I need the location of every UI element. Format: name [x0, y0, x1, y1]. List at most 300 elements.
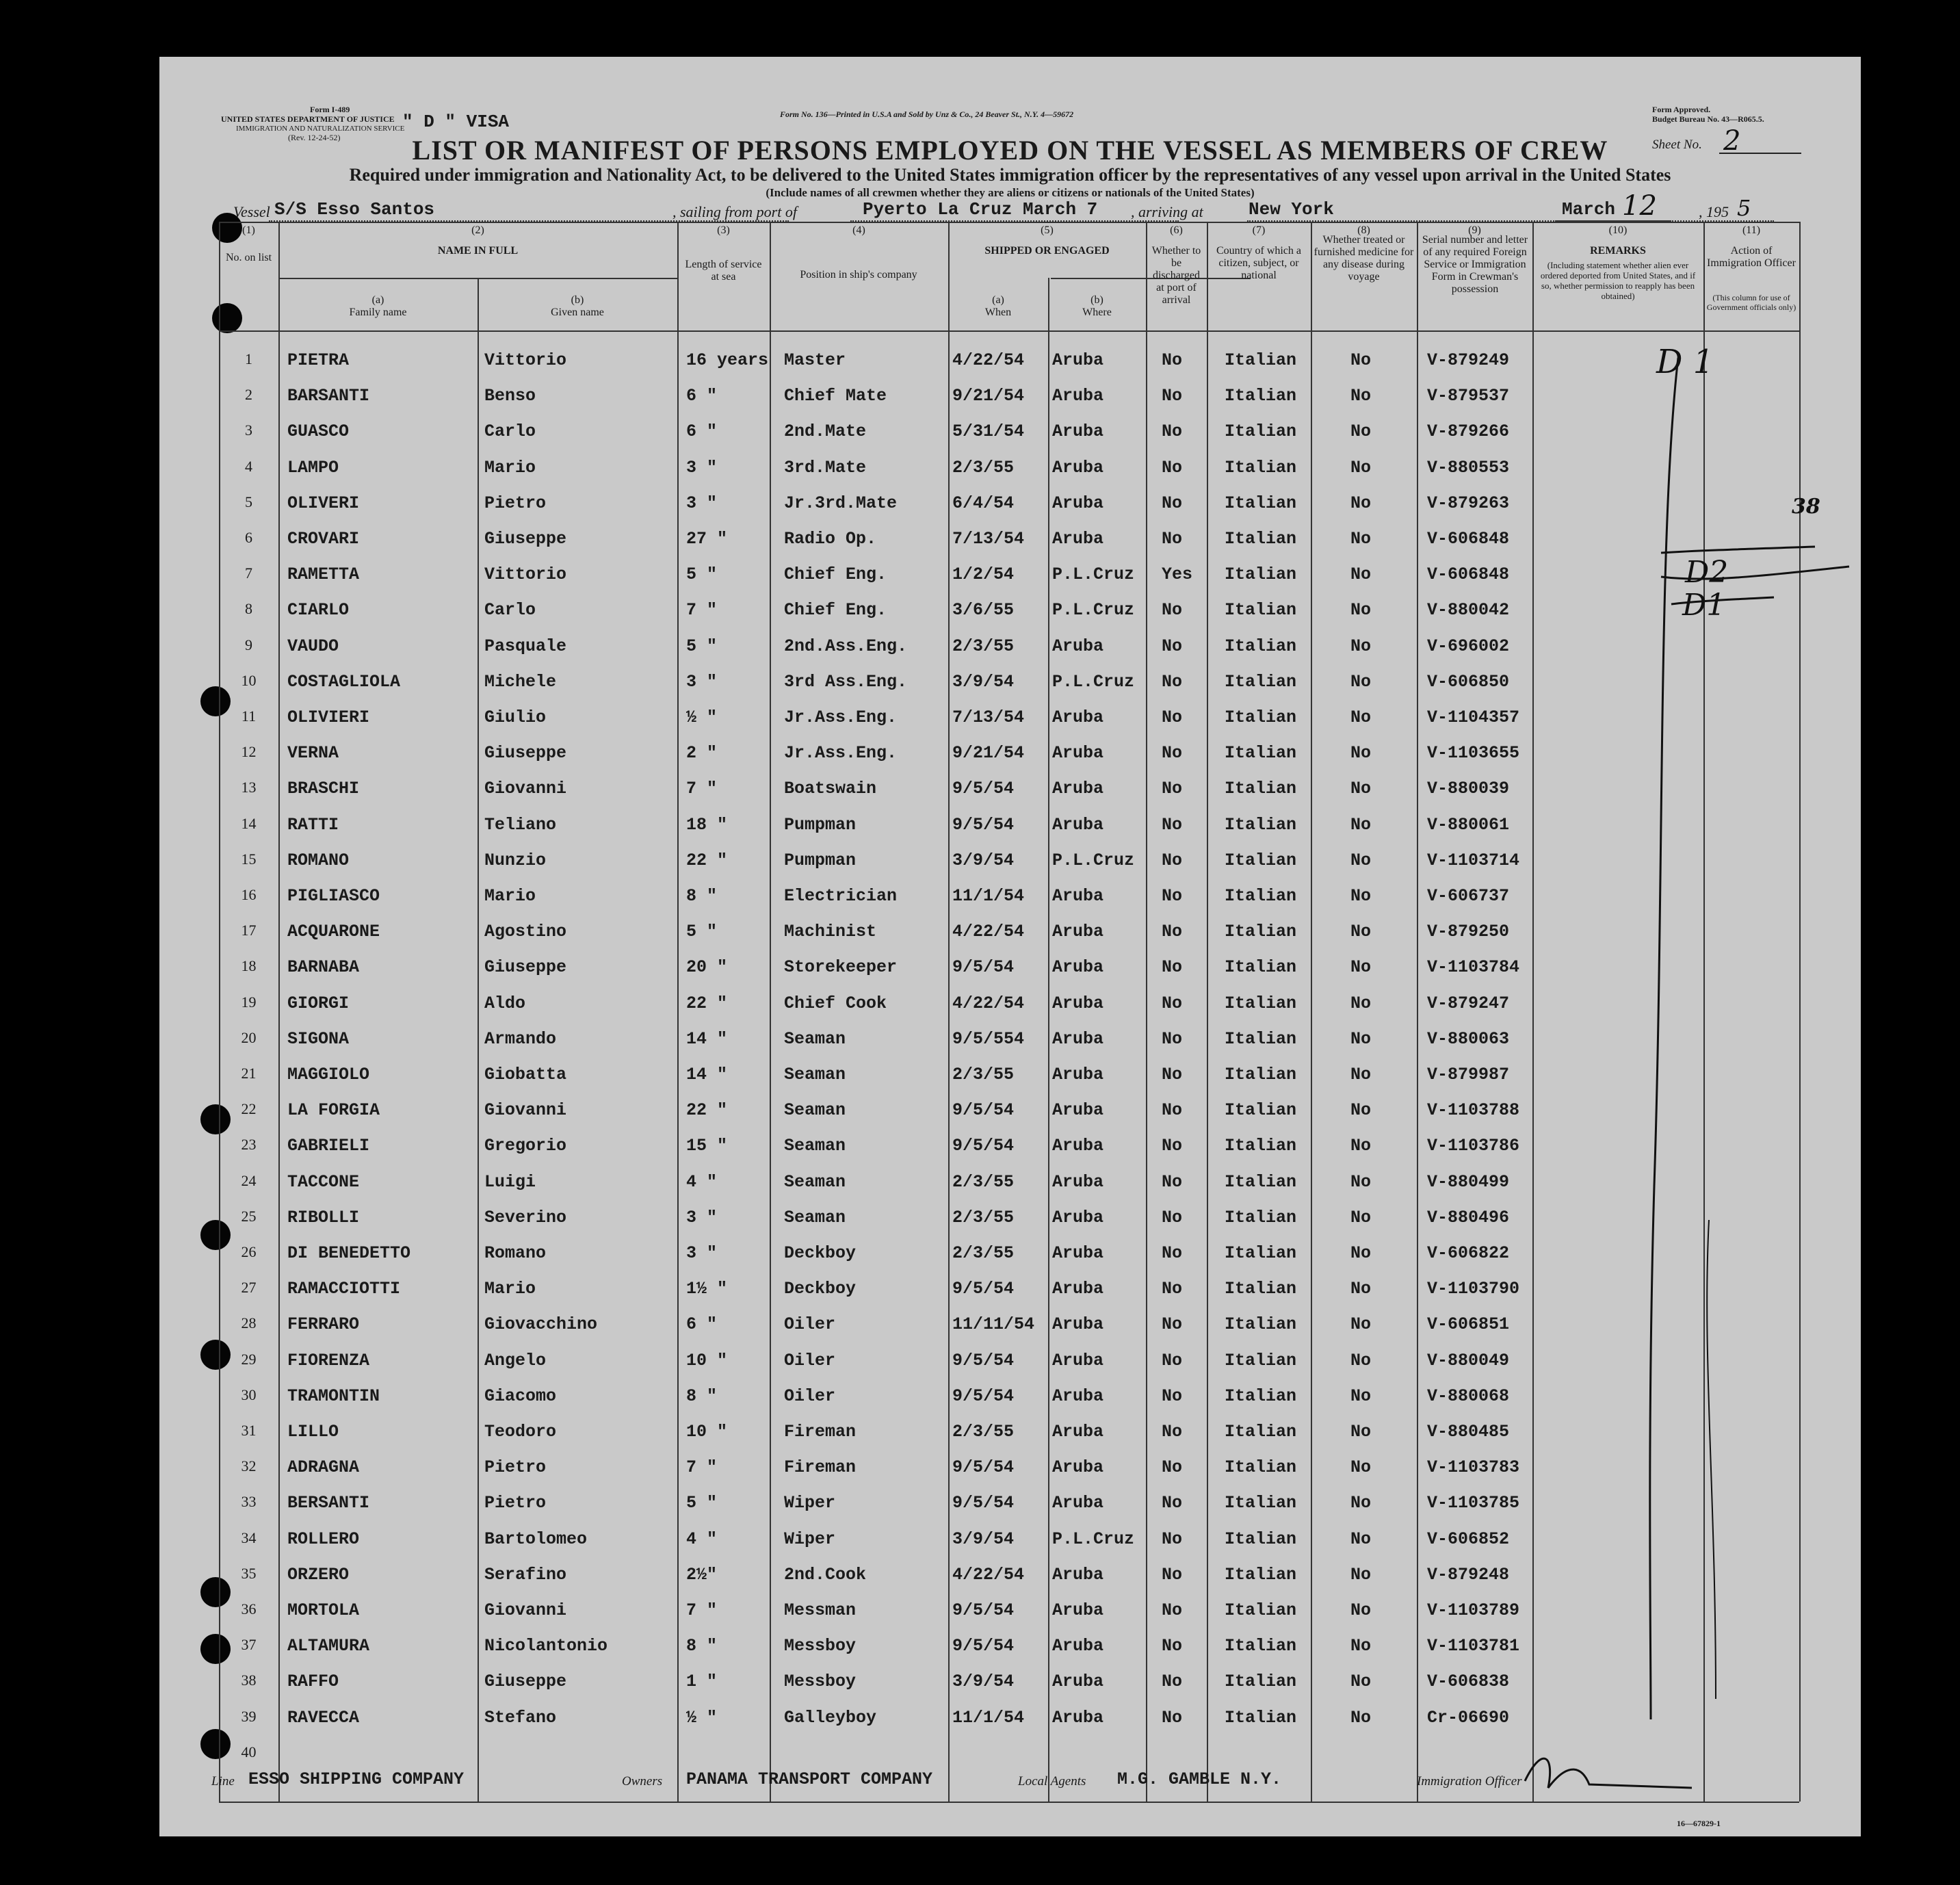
length-of-service: 2 ": [686, 743, 718, 764]
medicine: No: [1350, 814, 1372, 835]
country: Italian: [1225, 814, 1297, 835]
shipped-when: 2/3/55: [952, 636, 1015, 656]
medicine: No: [1350, 1493, 1372, 1513]
shipped-where: Aruba: [1052, 1636, 1104, 1656]
medicine: No: [1350, 1243, 1372, 1263]
family-name: BERSANTI: [287, 1493, 370, 1513]
col-subheader-a: (a): [992, 294, 1004, 306]
shipped-when: 2/3/55: [952, 1065, 1015, 1084]
shipped-when: 2/3/55: [952, 1171, 1015, 1192]
length-of-service: 1½ ": [686, 1279, 728, 1299]
shipped-when: 4/22/54: [952, 922, 1025, 942]
family-name: COSTAGLIOLA: [287, 671, 401, 692]
length-of-service: 20 ": [686, 957, 728, 978]
owners-label: Owners: [622, 1774, 663, 1789]
action-mark-d1-row8: D1: [1682, 588, 1726, 623]
length-of-service: 7 ": [686, 1600, 718, 1620]
col-header-position: Position in ship's company: [800, 269, 917, 281]
country: Italian: [1225, 457, 1297, 478]
discharged: No: [1162, 886, 1183, 906]
sheet-number: 2: [1723, 125, 1741, 157]
length-of-service: 3 ": [686, 1243, 718, 1263]
length-of-service: 10 ": [686, 1350, 728, 1370]
medicine: No: [1350, 707, 1372, 727]
given-name: Angelo: [484, 1350, 547, 1370]
col-number: (9): [1468, 224, 1481, 236]
serial-number: V-879263: [1427, 493, 1510, 513]
position: 2nd.Mate: [784, 421, 867, 442]
length-of-service: 3 ": [686, 1207, 718, 1227]
position: Seaman: [784, 1065, 846, 1084]
country: Italian: [1225, 1564, 1297, 1585]
medicine: No: [1350, 421, 1372, 442]
serial-number: V-696002: [1427, 636, 1510, 656]
given-name: Pietro: [484, 1493, 547, 1513]
discharged: No: [1162, 529, 1183, 549]
col-subheader-a: (a): [371, 294, 384, 306]
length-of-service: 2½": [686, 1564, 718, 1585]
discharged: No: [1162, 1386, 1183, 1406]
manifest-page: [159, 57, 1861, 1836]
discharged: No: [1162, 493, 1183, 513]
given-name: Giulio: [484, 707, 547, 727]
country: Italian: [1225, 1457, 1297, 1478]
given-name: Pietro: [484, 493, 547, 513]
given-name: Pasquale: [484, 636, 567, 656]
col-header-family: Family name: [349, 307, 407, 318]
page-subtitle: Required under immigration and Nationality Act, to be delivered to the United States immigration officer by the representatives of any vessel upon arrival in the United States: [349, 165, 1671, 185]
budget-bureau: Budget Bureau No. 43—R065.5.: [1652, 114, 1764, 124]
discharged: No: [1162, 1672, 1183, 1692]
family-name: MAGGIOLO: [287, 1065, 370, 1084]
length-of-service: 8 ": [686, 1386, 718, 1406]
position: 2nd.Ass.Eng.: [784, 636, 908, 656]
discharged: No: [1162, 1636, 1183, 1656]
length-of-service: 22 ": [686, 1100, 728, 1121]
medicine: No: [1350, 1136, 1372, 1156]
country: Italian: [1225, 421, 1297, 442]
serial-number: V-606838: [1427, 1672, 1510, 1692]
row-number: 7: [245, 564, 252, 582]
given-name: Michele: [484, 671, 557, 692]
serial-number: V-880068: [1427, 1386, 1510, 1406]
length-of-service: 27 ": [686, 529, 728, 549]
serial-number: V-880485: [1427, 1422, 1510, 1442]
shipped-when: 9/5/54: [952, 1350, 1015, 1370]
position: Messboy: [784, 1672, 857, 1692]
serial-number: V-606737: [1427, 886, 1510, 906]
family-name: SIGONA: [287, 1028, 350, 1049]
family-name: CIARLO: [287, 600, 350, 621]
serial-number: V-1103788: [1427, 1100, 1520, 1121]
medicine: No: [1350, 1065, 1372, 1084]
position: Oiler: [784, 1314, 836, 1335]
row-number: 3: [245, 421, 252, 439]
given-name: Bartolomeo: [484, 1529, 588, 1549]
col-header-where: Where: [1082, 307, 1112, 318]
discharged: No: [1162, 636, 1183, 656]
given-name: Teliano: [484, 814, 557, 835]
length-of-service: 6 ": [686, 1314, 718, 1335]
family-name: GABRIELI: [287, 1136, 370, 1156]
shipped-where: Aruba: [1052, 1707, 1104, 1728]
shipped-when: 3/9/54: [952, 850, 1015, 870]
row-number: 26: [241, 1243, 257, 1260]
shipped-where: P.L.Cruz: [1052, 600, 1135, 621]
country: Italian: [1225, 1707, 1297, 1728]
country: Italian: [1225, 1100, 1297, 1121]
country: Italian: [1225, 493, 1297, 513]
given-name: Gregorio: [484, 1136, 567, 1156]
medicine: No: [1350, 922, 1372, 942]
medicine: No: [1350, 1600, 1372, 1620]
medicine: No: [1350, 957, 1372, 978]
family-name: FERRARO: [287, 1314, 360, 1335]
length-of-service: 4 ": [686, 1529, 718, 1549]
position: Pumpman: [784, 814, 857, 835]
length-of-service: 5 ": [686, 922, 718, 942]
row-number: 20: [241, 1028, 257, 1046]
agents-label: Local Agents: [1018, 1774, 1086, 1789]
given-name: Vittorio: [484, 564, 567, 585]
family-name: ROMANO: [287, 850, 350, 870]
row-number: 11: [241, 707, 257, 725]
col-number: (3): [717, 224, 730, 236]
country: Italian: [1225, 1386, 1297, 1406]
discharged: No: [1162, 1314, 1183, 1335]
row-number: 29: [241, 1350, 257, 1368]
given-name: Mario: [484, 886, 536, 906]
family-name: ROLLERO: [287, 1529, 360, 1549]
discharged: No: [1162, 707, 1183, 727]
length-of-service: 5 ": [686, 564, 718, 585]
discharged: No: [1162, 814, 1183, 835]
discharged: No: [1162, 743, 1183, 764]
shipped-when: 9/5/54: [952, 1100, 1015, 1121]
col-header-shipped: SHIPPED OR ENGAGED: [984, 245, 1110, 257]
serial-number: V-879250: [1427, 922, 1510, 942]
shipped-when: 4/22/54: [952, 350, 1025, 370]
medicine: No: [1350, 457, 1372, 478]
discharged: No: [1162, 1279, 1183, 1299]
col-number: (7): [1252, 224, 1266, 236]
shipped-when: 11/11/54: [952, 1314, 1035, 1335]
given-name: Nunzio: [484, 850, 547, 870]
row-number: 9: [245, 636, 252, 653]
position: Master: [784, 350, 846, 370]
row-number: 34: [241, 1529, 257, 1546]
shipped-where: Aruba: [1052, 1672, 1104, 1692]
serial-number: V-879249: [1427, 350, 1510, 370]
shipped-when: 9/5/54: [952, 1136, 1015, 1156]
col-header-when: When: [984, 307, 1012, 318]
owners: PANAMA TRANSPORT COMPANY: [686, 1769, 933, 1789]
col-header-no: No. on list: [225, 252, 272, 263]
medicine: No: [1350, 1386, 1372, 1406]
col-header-action: Action of Immigration Officer: [1707, 245, 1796, 269]
length-of-service: 15 ": [686, 1136, 728, 1156]
serial-number: V-880042: [1427, 600, 1510, 621]
medicine: No: [1350, 493, 1372, 513]
length-of-service: 22 ": [686, 850, 728, 870]
position: Storekeeper: [784, 957, 898, 978]
country: Italian: [1225, 779, 1297, 799]
position: Messman: [784, 1600, 857, 1620]
row-number: 32: [241, 1457, 257, 1475]
shipped-when: 1/2/54: [952, 564, 1015, 585]
position: Seaman: [784, 1136, 846, 1156]
family-name: ACQUARONE: [287, 922, 380, 942]
position: Galleyboy: [784, 1707, 877, 1728]
medicine: No: [1350, 1028, 1372, 1049]
shipped-when: 9/5/554: [952, 1028, 1025, 1049]
col-header-medicine: Whether treated or furnished medicine for any disease during voyage: [1314, 234, 1414, 283]
shipped-when: 9/5/54: [952, 814, 1015, 835]
serial-number: V-1103784: [1427, 957, 1520, 978]
serial-number: V-879247: [1427, 993, 1510, 1013]
length-of-service: 22 ": [686, 993, 728, 1013]
family-name: FIORENZA: [287, 1350, 370, 1370]
family-name: LA FORGIA: [287, 1100, 380, 1121]
medicine: No: [1350, 564, 1372, 585]
discharged: No: [1162, 1564, 1183, 1585]
medicine: No: [1350, 1171, 1372, 1192]
pen-marks: [159, 57, 1861, 1836]
row-number: 35: [241, 1564, 257, 1582]
shipped-where: Aruba: [1052, 1065, 1104, 1084]
length-of-service: 14 ": [686, 1065, 728, 1084]
col-header-discharged: Whether to be discharged at port of arrival: [1151, 245, 1201, 306]
shipped-when: 2/3/55: [952, 457, 1015, 478]
given-name: Aldo: [484, 993, 526, 1013]
port-of-departure: Pyerto La Cruz March 7: [863, 199, 1098, 220]
given-name: Giobatta: [484, 1065, 567, 1084]
shipped-where: Aruba: [1052, 886, 1104, 906]
length-of-service: 5 ": [686, 1493, 718, 1513]
discharged: No: [1162, 1243, 1183, 1263]
medicine: No: [1350, 1100, 1372, 1121]
local-agents: M.G. GAMBLE N.Y.: [1117, 1769, 1282, 1789]
family-name: BRASCHI: [287, 779, 360, 799]
discharged: No: [1162, 1171, 1183, 1192]
arriving-port: New York: [1249, 199, 1334, 220]
given-name: Armando: [484, 1028, 557, 1049]
serial-number: V-880499: [1427, 1171, 1510, 1192]
form-approved: Form Approved.: [1652, 105, 1711, 114]
family-name: VAUDO: [287, 636, 339, 656]
position: Electrician: [784, 886, 898, 906]
row-number: 16: [241, 886, 257, 903]
given-name: Giovacchino: [484, 1314, 598, 1335]
medicine: No: [1350, 1279, 1372, 1299]
position: Chief Eng.: [784, 564, 887, 585]
given-name: Giovanni: [484, 779, 567, 799]
row-number: 4: [245, 457, 252, 475]
family-name: OLIVERI: [287, 493, 360, 513]
discharged: No: [1162, 1100, 1183, 1121]
col-number: (5): [1041, 224, 1054, 236]
length-of-service: 7 ": [686, 779, 718, 799]
length-of-service: 7 ": [686, 600, 718, 621]
col-number: (6): [1170, 224, 1183, 236]
length-of-service: 16 years: [686, 350, 769, 370]
shipped-when: 9/5/54: [952, 1386, 1015, 1406]
action-mark-d1: D 1: [1656, 343, 1714, 381]
family-name: VERNA: [287, 743, 339, 764]
given-name: Luigi: [484, 1171, 536, 1192]
discharged: No: [1162, 1600, 1183, 1620]
shipped-where: Aruba: [1052, 922, 1104, 942]
family-name: GIORGI: [287, 993, 350, 1013]
country: Italian: [1225, 1065, 1297, 1084]
length-of-service: 8 ": [686, 886, 718, 906]
position: Wiper: [784, 1493, 836, 1513]
position: Wiper: [784, 1529, 836, 1549]
arrival-day: 12: [1622, 190, 1657, 222]
discharged: No: [1162, 350, 1183, 370]
shipped-where: Aruba: [1052, 1314, 1104, 1335]
col-action-note: (This column for use of Government officials only): [1706, 293, 1796, 312]
given-name: Teodoro: [484, 1422, 557, 1442]
medicine: No: [1350, 1672, 1372, 1692]
arrival-month: March: [1562, 199, 1616, 220]
col-number: (8): [1357, 224, 1370, 236]
medicine: No: [1350, 1457, 1372, 1478]
serial-number: V-879248: [1427, 1564, 1510, 1585]
shipped-when: 7/13/54: [952, 529, 1025, 549]
col-header-name: NAME IN FULL: [437, 245, 519, 257]
country: Italian: [1225, 1243, 1297, 1263]
serial-number: V-1103785: [1427, 1493, 1520, 1513]
discharged: No: [1162, 1065, 1183, 1084]
shipped-when: 2/3/55: [952, 1422, 1015, 1442]
length-of-service: 3 ": [686, 457, 718, 478]
serial-number: V-606848: [1427, 564, 1510, 585]
serial-number: V-880553: [1427, 457, 1510, 478]
serial-number: V-1103789: [1427, 1600, 1520, 1620]
country: Italian: [1225, 1672, 1297, 1692]
shipped-where: Aruba: [1052, 350, 1104, 370]
shipped-where: Aruba: [1052, 1493, 1104, 1513]
serial-number: V-1103655: [1427, 743, 1520, 764]
position: Seaman: [784, 1028, 846, 1049]
position: Jr.Ass.Eng.: [784, 707, 898, 727]
discharged: No: [1162, 1457, 1183, 1478]
shipped-where: Aruba: [1052, 1100, 1104, 1121]
given-name: Vittorio: [484, 350, 567, 370]
discharged: No: [1162, 600, 1183, 621]
shipped-when: 11/1/54: [952, 886, 1025, 906]
col-header-country: Country of which a citizen, subject, or national: [1216, 245, 1301, 281]
row-number: 22: [241, 1100, 257, 1118]
shipped-when: 3/6/55: [952, 600, 1015, 621]
family-name: ADRAGNA: [287, 1457, 360, 1478]
shipped-where: P.L.Cruz: [1052, 1529, 1135, 1549]
serial-number: V-880063: [1427, 1028, 1510, 1049]
shipped-when: 3/9/54: [952, 671, 1015, 692]
position: Oiler: [784, 1350, 836, 1370]
country: Italian: [1225, 529, 1297, 549]
medicine: No: [1350, 529, 1372, 549]
shipped-where: Aruba: [1052, 1350, 1104, 1370]
shipped-where: Aruba: [1052, 707, 1104, 727]
discharged: No: [1162, 421, 1183, 442]
position: Deckboy: [784, 1243, 857, 1263]
country: Italian: [1225, 1422, 1297, 1442]
shipped-when: 9/5/54: [952, 957, 1015, 978]
position: Fireman: [784, 1457, 857, 1478]
revision: (Rev. 12-24-52): [288, 133, 341, 142]
shipped-when: 6/4/54: [952, 493, 1015, 513]
family-name: TACCONE: [287, 1171, 360, 1192]
country: Italian: [1225, 1136, 1297, 1156]
country: Italian: [1225, 1028, 1297, 1049]
country: Italian: [1225, 743, 1297, 764]
given-name: Giuseppe: [484, 529, 567, 549]
row-number: 18: [241, 957, 257, 975]
country: Italian: [1225, 671, 1297, 692]
serial-number: V-1103781: [1427, 1636, 1520, 1656]
serial-number: V-880496: [1427, 1207, 1510, 1227]
row-number: 2: [245, 386, 252, 404]
shipped-where: Aruba: [1052, 1243, 1104, 1263]
row-number: 37: [241, 1636, 257, 1654]
officer-label: Immigration Officer: [1417, 1774, 1522, 1789]
shipped-where: Aruba: [1052, 957, 1104, 978]
row-number: 36: [241, 1600, 257, 1617]
length-of-service: 10 ": [686, 1422, 728, 1442]
shipped-where: Aruba: [1052, 993, 1104, 1013]
length-of-service: 6 ": [686, 421, 718, 442]
shipped-when: 3/9/54: [952, 1529, 1015, 1549]
position: Oiler: [784, 1386, 836, 1406]
serial-number: V-606822: [1427, 1243, 1510, 1263]
position: Seaman: [784, 1171, 846, 1192]
shipped-where: Aruba: [1052, 421, 1104, 442]
serial-number: V-1103790: [1427, 1279, 1520, 1299]
discharged: No: [1162, 1028, 1183, 1049]
length-of-service: 1 ": [686, 1672, 718, 1692]
discharged: No: [1162, 850, 1183, 870]
given-name: Mario: [484, 457, 536, 478]
length-of-service: 14 ": [686, 1028, 728, 1049]
vessel-label: Vessel: [233, 203, 270, 220]
medicine: No: [1350, 993, 1372, 1013]
position: Jr.3rd.Mate: [784, 493, 898, 513]
country: Italian: [1225, 564, 1297, 585]
length-of-service: ½ ": [686, 1707, 718, 1728]
discharged: Yes: [1162, 564, 1193, 585]
country: Italian: [1225, 957, 1297, 978]
shipped-when: 9/5/54: [952, 1600, 1015, 1620]
col-number: (4): [852, 224, 865, 236]
serial-number: V-606850: [1427, 671, 1510, 692]
family-name: RATTI: [287, 814, 339, 835]
medicine: No: [1350, 779, 1372, 799]
sheet-label: Sheet No.: [1652, 138, 1702, 152]
country: Italian: [1225, 386, 1297, 406]
country: Italian: [1225, 922, 1297, 942]
shipping-line: ESSO SHIPPING COMPANY: [248, 1769, 465, 1789]
discharged: No: [1162, 1707, 1183, 1728]
shipped-when: 9/21/54: [952, 743, 1025, 764]
medicine: No: [1350, 1707, 1372, 1728]
discharged: No: [1162, 1422, 1183, 1442]
serial-number: V-880039: [1427, 779, 1510, 799]
serial-number: V-880049: [1427, 1350, 1510, 1370]
discharged: No: [1162, 457, 1183, 478]
sailing-label: , sailing from port of: [672, 203, 797, 220]
